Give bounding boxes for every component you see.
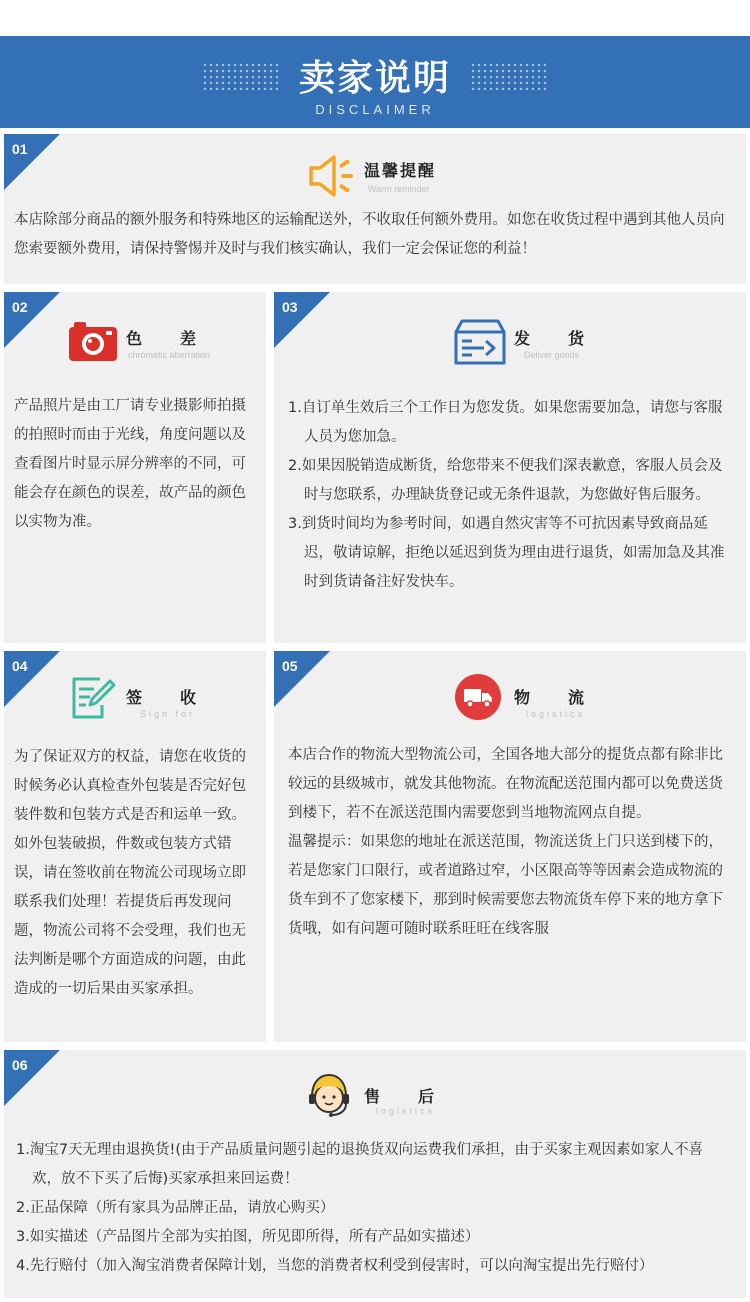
- section-number: 04: [12, 658, 28, 674]
- delivery-box-icon: [454, 318, 506, 366]
- sign-document-icon: [70, 675, 116, 721]
- speaker-icon: [308, 154, 358, 198]
- section-text: 本店除部分商品的额外服务和特殊地区的运输配送外，不收取任何额外费用。如您在收货过程中遇到其他人员向您索要额外费用，请保持警惕并及时与我们核实确认，我们一定会保证您的利益！: [14, 212, 725, 257]
- section-title: 温馨提醒: [364, 161, 437, 180]
- list-item: 1.自订单生效后三个工作日为您发货。如果您需要加急，请您与客服人员为您加急。: [288, 400, 723, 445]
- section-subtitle: logistics: [376, 1106, 436, 1116]
- truck-icon: [454, 673, 502, 721]
- section-title: 签收: [126, 688, 235, 707]
- section-number: 03: [282, 299, 298, 315]
- section-number: 06: [12, 1057, 28, 1073]
- camera-icon: [68, 320, 118, 362]
- list-item: 1.淘宝7天无理由退换货!(由于产品质量问题引起的退换货双向运费我们承担，由于买家主观因素如家人不喜欢，放不下买了后悔)买家承担来回运费！: [16, 1142, 704, 1187]
- section-title: 物流: [514, 688, 623, 707]
- section-subtitle: chromatic aberration: [128, 350, 211, 360]
- header-banner: [0, 36, 750, 128]
- list-item: 2.如果因脱销造成断货，给您带来不便我们深表歉意，客服人员会及时与您联系，办理缺货登记或无条件退款，为您做好售后服务。: [288, 458, 723, 503]
- logistics-text: [288, 741, 736, 944]
- list-item: 4.先行赔付（加入淘宝消费者保障计划，当您的消费者权利受到侵害时，可以向淘宝提出先行赔付）: [16, 1258, 654, 1274]
- delivery-list: [288, 394, 736, 597]
- section-subtitle: Warm reminder: [368, 184, 430, 194]
- section-text: 产品照片是由工厂请专业摄影师拍摄的拍照时而由于光线，角度问题以及查看图片时显示屏分辨率的不同，可能会存在颜色的误差，故产品的颜色以实物为准。: [14, 398, 246, 530]
- section-title: 发货: [514, 329, 623, 348]
- page-subtitle: DISCLAIMER: [315, 102, 435, 117]
- section-title: 色差: [126, 329, 235, 348]
- logistics-tip: 温馨提示：如果您的地址在派送范围，物流送货上门只送到楼下的，若是您家门口限行，或者道路过窄，小区限高等等因素会造成物流的货车到不了您家楼下，那到时候需要您去物流货车停下来的地方拿下货哦，如有问题可随时联系旺旺在线客服: [288, 834, 723, 937]
- section-reminder: [4, 134, 746, 284]
- page-title: 卖家说明: [298, 58, 451, 99]
- section-text: 为了保证双方的权益，请您在收货的时候务必认真检查外包装是否完好包装件数和包装方式是否和运单一致。如外包装破损，件数或包装方式错误，请在签收前在物流公司现场立即联系我们处理！若提货后再发现问题，物流公司将不会受理，我们也无法判断是哪个方面造成的问题，由此造成的一切后果由买家承担。: [14, 749, 246, 997]
- section-logistics: [274, 651, 746, 1042]
- section-aftersale: [4, 1050, 746, 1298]
- section-subtitle: logistics: [526, 709, 586, 719]
- list-item: 3.到货时间均为参考时间，如遇自然灾害等不可抗因素导致商品延迟，敬请谅解，拒绝以延迟到货为理由进行退货，如需加急及其准时到货请备注好发快车。: [288, 516, 725, 590]
- logistics-paragraph: 本店合作的物流大型物流公司，全国各地大部分的提货点都有除非比较远的县级城市，就发其他物流。在物流配送范围内都可以免费送货到楼下，若不在派送范围内需要您到当地物流网点自提。: [288, 747, 723, 821]
- list-item: 2.正品保障（所有家具为品牌正品，请放心购买）: [16, 1200, 335, 1216]
- section-number: 05: [282, 658, 298, 674]
- section-title: 售后: [364, 1087, 473, 1106]
- section-number: 02: [12, 299, 28, 315]
- customer-service-icon: [306, 1072, 352, 1120]
- aftersale-list: [16, 1136, 728, 1281]
- section-sign: [4, 651, 266, 1042]
- section-subtitle: Sign for: [140, 709, 196, 719]
- section-subtitle: Deliver goods: [524, 350, 580, 360]
- section-number: 01: [12, 141, 28, 157]
- section-delivery: [274, 292, 746, 643]
- section-color: [4, 292, 266, 643]
- list-item: 3.如实描述（产品图片全部为实拍图，所见即所得，所有产品如实描述）: [16, 1229, 480, 1245]
